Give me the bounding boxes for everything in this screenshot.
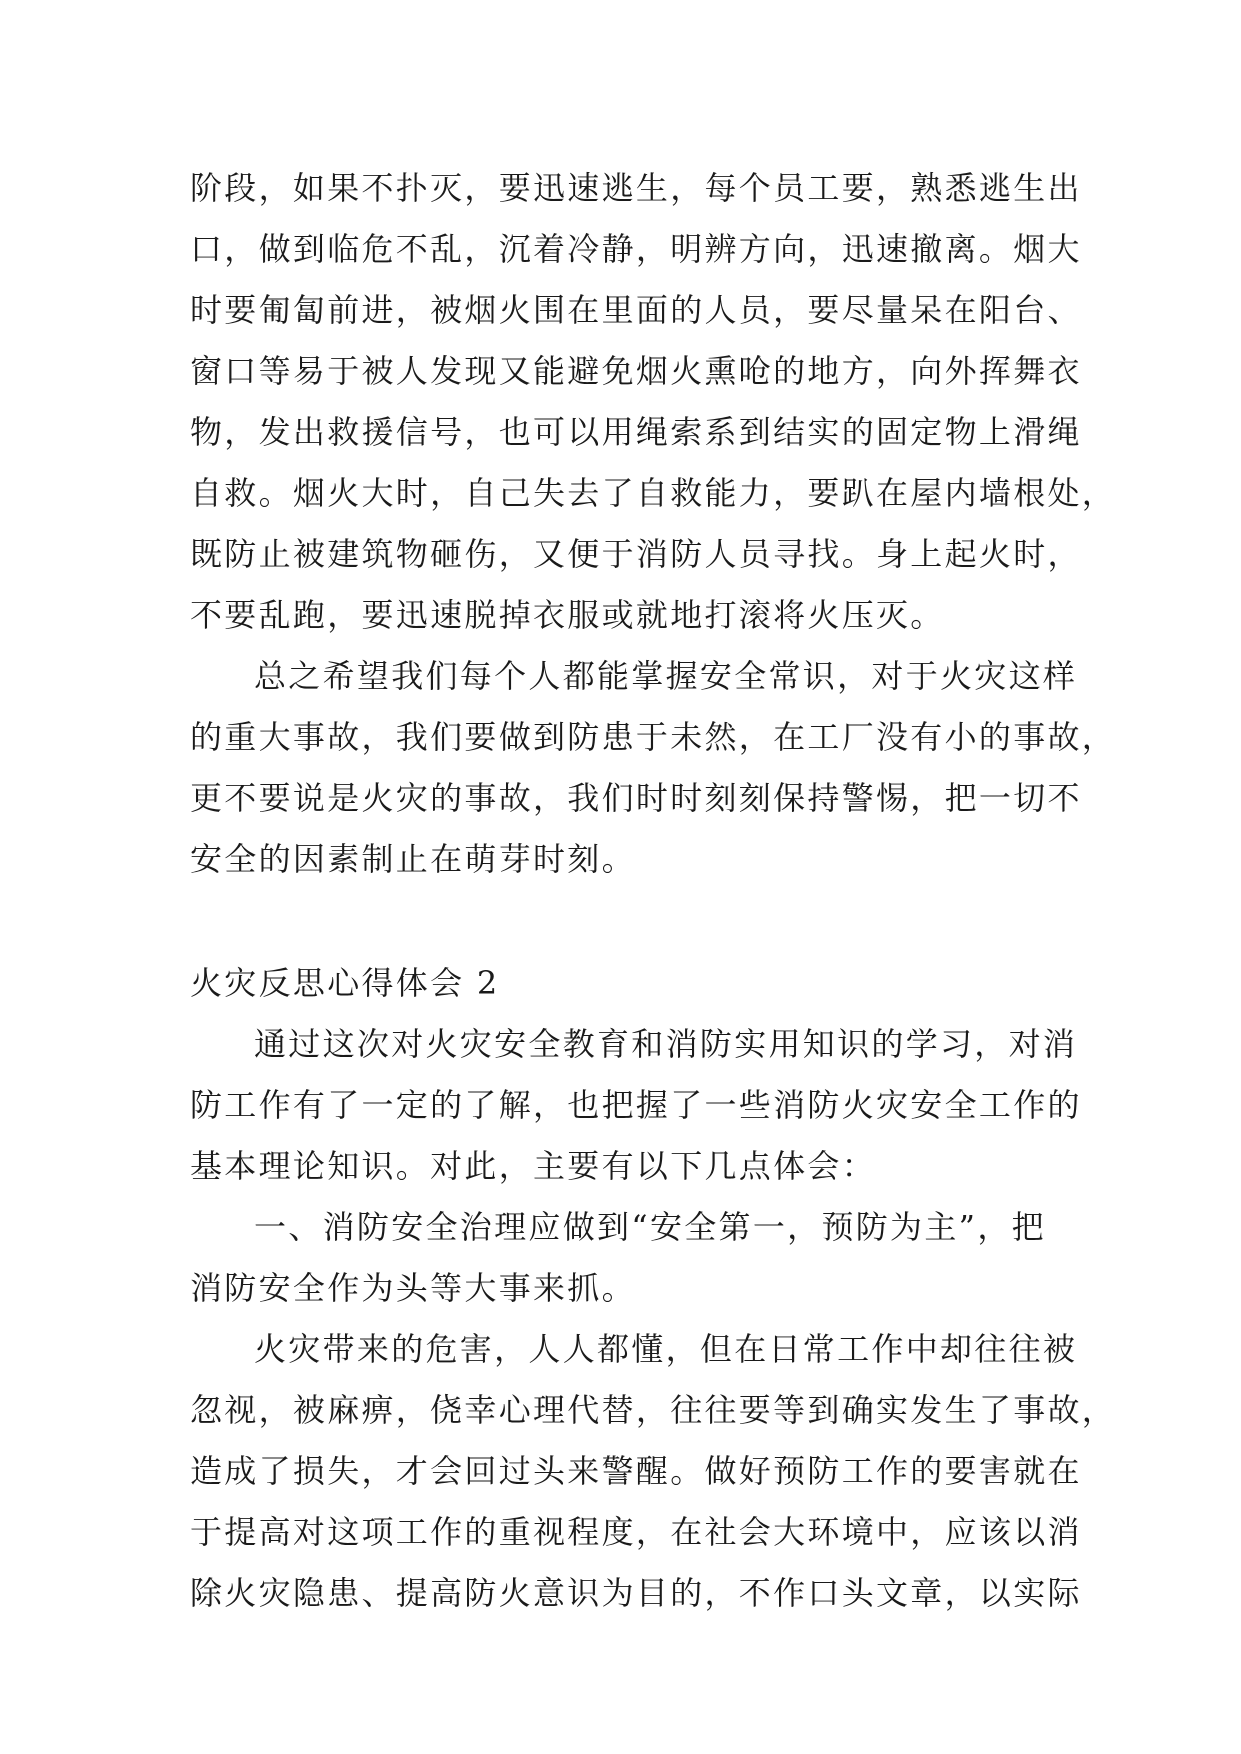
text-line: 一、消防安全治理应做到“安全第一，预防为主”，把 bbox=[254, 1208, 1046, 1246]
paragraph-point-one bbox=[190, 1197, 1070, 1319]
paragraph-escape-guidance bbox=[190, 158, 1117, 646]
text-line: 窗口等易于被人发现又能避免烟火熏呛的地方，向外挥舞衣 bbox=[190, 352, 1082, 390]
text-line: 总之希望我们每个人都能掌握安全常识，对于火灾这样 bbox=[254, 657, 1078, 695]
section-spacer bbox=[190, 890, 1070, 953]
text-line: 自救。烟火大时，自己失去了自救能力，要趴在屋内墙根处， bbox=[190, 474, 1117, 512]
text-line: 不要乱跑，要迅速脱掉衣服或就地打滚将火压灭。 bbox=[190, 596, 945, 634]
text-line: 的重大事故，我们要做到防患于未然，在工厂没有小的事故， bbox=[190, 718, 1117, 756]
text-line: 口，做到临危不乱，沉着冷静，明辨方向，迅速撤离。烟大 bbox=[190, 230, 1082, 268]
section-heading: 火灾反思心得体会 2 bbox=[190, 964, 500, 1002]
paragraph-intro bbox=[190, 1014, 1082, 1197]
text-line: 物，发出救援信号，也可以用绳索系到结实的固定物上滑绳 bbox=[190, 413, 1082, 451]
text-line: 消防安全作为头等大事来抓。 bbox=[190, 1269, 636, 1307]
text-line: 火灾带来的危害，人人都懂，但在日常工作中却往往被 bbox=[254, 1330, 1078, 1368]
text-line: 防工作有了一定的了解，也把握了一些消防火灾安全工作的 bbox=[190, 1086, 1082, 1124]
text-line: 既防止被建筑物砸伤，又便于消防人员寻找。身上起火时， bbox=[190, 535, 1082, 573]
text-line: 基本理论知识。对此，主要有以下几点体会： bbox=[190, 1147, 877, 1185]
text-line: 通过这次对火灾安全教育和消防实用知识的学习，对消 bbox=[254, 1025, 1078, 1063]
text-line: 造成了损失，才会回过头来警醒。做好预防工作的要害就在 bbox=[190, 1452, 1082, 1490]
text-line: 阶段，如果不扑灭，要迅速逃生，每个员工要，熟悉逃生出 bbox=[190, 169, 1082, 207]
text-line: 更不要说是火灾的事故，我们时时刻刻保持警惕，把一切不 bbox=[190, 779, 1082, 817]
paragraph-conclusion bbox=[190, 646, 1117, 890]
paragraph-hazards bbox=[190, 1319, 1117, 1624]
document-body bbox=[190, 158, 1117, 1624]
text-line: 于提高对这项工作的重视程度，在社会大环境中，应该以消 bbox=[190, 1513, 1082, 1551]
text-line: 安全的因素制止在萌芽时刻。 bbox=[190, 840, 636, 878]
text-line: 除火灾隐患、提高防火意识为目的，不作口头文章，以实际 bbox=[190, 1574, 1082, 1612]
text-line: 时要匍匐前进，被烟火围在里面的人员，要尽量呆在阳台、 bbox=[190, 291, 1082, 329]
text-line: 忽视，被麻痹，侥幸心理代替，往往要等到确实发生了事故， bbox=[190, 1391, 1117, 1429]
